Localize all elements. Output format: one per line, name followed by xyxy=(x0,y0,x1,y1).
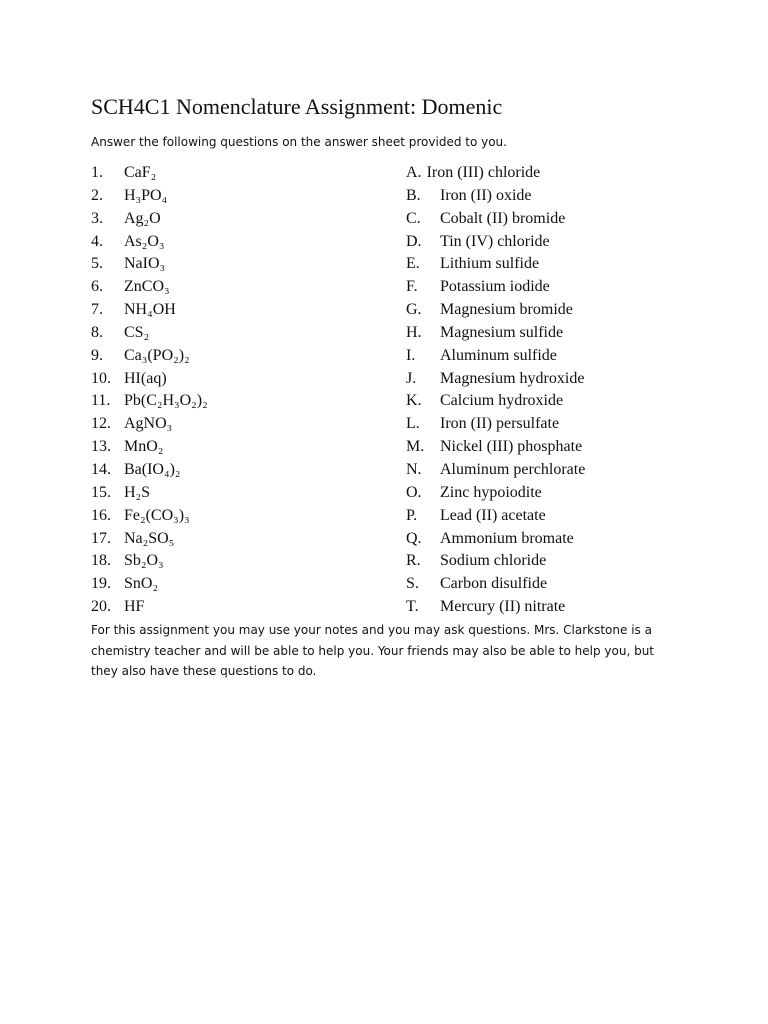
question-item xyxy=(91,482,208,505)
answer-letter: G. xyxy=(406,301,422,319)
answer-name: Iron (II) oxide xyxy=(440,186,532,204)
question-number: 1. xyxy=(91,164,103,181)
instructions-text: Answer the following questions on the answer sheet provided to you. xyxy=(91,135,507,149)
answer-item xyxy=(406,550,585,573)
question-number: 7. xyxy=(91,301,103,319)
answer-letter: S. xyxy=(406,575,419,593)
answer-item xyxy=(406,345,585,368)
answers-list xyxy=(406,162,585,619)
question-item xyxy=(91,436,208,459)
answer-name: Lead (II) acetate xyxy=(440,506,546,524)
question-formula: H₃PO₄ xyxy=(124,186,168,204)
answer-letter: K. xyxy=(406,392,422,410)
question-item xyxy=(91,345,208,368)
question-formula: ZnCO₃ xyxy=(124,278,170,296)
question-formula: Fe₂(CO₃)₃ xyxy=(124,506,190,524)
answer-letter: O. xyxy=(406,483,422,501)
answer-letter: P. xyxy=(406,506,418,524)
answer-name: Magnesium hydroxide xyxy=(440,369,585,387)
answer-item xyxy=(406,573,585,596)
question-formula: Pb(C₂H₃O₂)₂ xyxy=(124,392,208,410)
footer-note xyxy=(91,620,681,682)
answer-item xyxy=(406,459,585,482)
question-formula: HF xyxy=(124,598,145,616)
question-formula: AgNO₃ xyxy=(124,415,173,433)
answer-name: Sodium chloride xyxy=(440,552,547,570)
question-number: 20. xyxy=(91,598,111,616)
question-formula: Ca₃(PO₂)₂ xyxy=(124,346,190,364)
answer-item xyxy=(406,596,585,619)
answer-letter: L. xyxy=(406,415,420,433)
question-number: 17. xyxy=(91,529,111,547)
answer-item xyxy=(406,436,585,459)
answer-item xyxy=(406,185,585,208)
answer-name: Nickel (III) phosphate xyxy=(440,438,583,456)
answer-name: Aluminum sulfide xyxy=(440,346,557,364)
answer-name: Cobalt (II) bromide xyxy=(440,209,566,227)
question-formula: CS₂ xyxy=(124,323,150,341)
answer-name: Magnesium sulfide xyxy=(440,323,564,341)
question-number: 8. xyxy=(91,323,103,341)
answer-item xyxy=(406,390,585,413)
question-number: 5. xyxy=(91,255,103,273)
footer-line: For this assignment you may use your notes and you may ask questions. Mrs. Clarkstone is a xyxy=(91,623,652,637)
question-formula: HI(aq) xyxy=(124,369,167,387)
question-item xyxy=(91,208,208,231)
question-item xyxy=(91,573,208,596)
question-formula: CaF₂ xyxy=(124,164,157,181)
answer-item xyxy=(406,253,585,276)
answer-letter: D. xyxy=(406,232,422,250)
question-formula: Sb₂O₃ xyxy=(124,552,164,570)
answer-letter: Q. xyxy=(406,529,422,547)
question-number: 3. xyxy=(91,209,103,227)
question-number: 10. xyxy=(91,369,111,387)
answer-item xyxy=(406,368,585,391)
question-number: 16. xyxy=(91,506,111,524)
question-item xyxy=(91,231,208,254)
question-item xyxy=(91,596,208,619)
answer-item xyxy=(406,231,585,254)
answer-item xyxy=(406,162,585,185)
question-formula: NaIO₃ xyxy=(124,255,166,273)
question-number: 13. xyxy=(91,438,111,456)
question-item xyxy=(91,162,208,185)
question-number: 18. xyxy=(91,552,111,570)
answer-letter: C. xyxy=(406,209,421,227)
answer-item xyxy=(406,299,585,322)
question-number: 4. xyxy=(91,232,103,250)
question-formula: As₂O₃ xyxy=(124,232,165,250)
answer-item xyxy=(406,322,585,345)
answer-name: Iron (II) persulfate xyxy=(440,415,560,433)
answer-letter: H. xyxy=(406,323,422,341)
answer-letter: A. xyxy=(406,164,422,181)
answer-letter: J. xyxy=(406,369,417,387)
question-formula: NH₄OH xyxy=(124,301,176,319)
answer-letter: T. xyxy=(406,598,419,616)
answer-letter: R. xyxy=(406,552,421,570)
question-item xyxy=(91,185,208,208)
answer-item xyxy=(406,413,585,436)
question-formula: SnO₂ xyxy=(124,575,159,593)
answer-letter: N. xyxy=(406,460,422,478)
question-number: 19. xyxy=(91,575,111,593)
answer-letter: E. xyxy=(406,255,420,273)
answer-item xyxy=(406,208,585,231)
answer-name: Ammonium bromate xyxy=(440,529,574,547)
answer-item xyxy=(406,482,585,505)
answer-name: Aluminum perchlorate xyxy=(440,460,586,478)
question-item xyxy=(91,413,208,436)
answer-letter: M. xyxy=(406,438,425,456)
footer-line: chemistry teacher and will be able to help you. Your friends may also be able to help you, but xyxy=(91,643,655,658)
question-formula: Ag₂O xyxy=(124,209,161,227)
question-item xyxy=(91,368,208,391)
question-number: 9. xyxy=(91,346,103,364)
question-formula: H₂S xyxy=(124,483,151,501)
question-item xyxy=(91,505,208,528)
question-formula: Na₂SO₅ xyxy=(124,529,175,547)
answer-item xyxy=(406,276,585,299)
answer-letter: B. xyxy=(406,186,421,204)
question-number: 11. xyxy=(91,392,111,410)
answer-name: Calcium hydroxide xyxy=(440,392,564,410)
answer-name: Zinc hypoiodite xyxy=(440,483,542,501)
question-item xyxy=(91,550,208,573)
question-formula: MnO₂ xyxy=(124,438,164,456)
answer-item xyxy=(406,528,585,551)
question-item xyxy=(91,528,208,551)
question-item xyxy=(91,253,208,276)
answer-name: Magnesium bromide xyxy=(440,301,573,319)
footer-line: they also have these questions to do. xyxy=(91,664,317,678)
question-item xyxy=(91,459,208,482)
answer-name: Iron (III) chloride xyxy=(426,164,541,181)
question-formula: Ba(IO₄)₂ xyxy=(124,460,181,478)
answer-letter: F. xyxy=(406,278,418,296)
question-item xyxy=(91,299,208,322)
answer-name: Carbon disulfide xyxy=(440,575,548,593)
answer-name: Potassium iodide xyxy=(440,278,550,296)
question-item xyxy=(91,390,208,413)
question-number: 14. xyxy=(91,460,111,478)
answer-name: Lithium sulfide xyxy=(440,255,540,273)
question-number: 12. xyxy=(91,415,111,433)
question-item xyxy=(91,276,208,299)
page-title: SCH4C1 Nomenclature Assignment: Domenic xyxy=(91,94,503,119)
questions-list xyxy=(91,162,208,619)
question-number: 6. xyxy=(91,278,103,296)
question-number: 15. xyxy=(91,483,111,501)
answer-letter: I. xyxy=(406,346,416,364)
answer-item xyxy=(406,505,585,528)
question-number: 2. xyxy=(91,186,103,204)
answer-name: Tin (IV) chloride xyxy=(440,232,550,250)
question-item xyxy=(91,322,208,345)
answer-name: Mercury (II) nitrate xyxy=(440,598,566,616)
